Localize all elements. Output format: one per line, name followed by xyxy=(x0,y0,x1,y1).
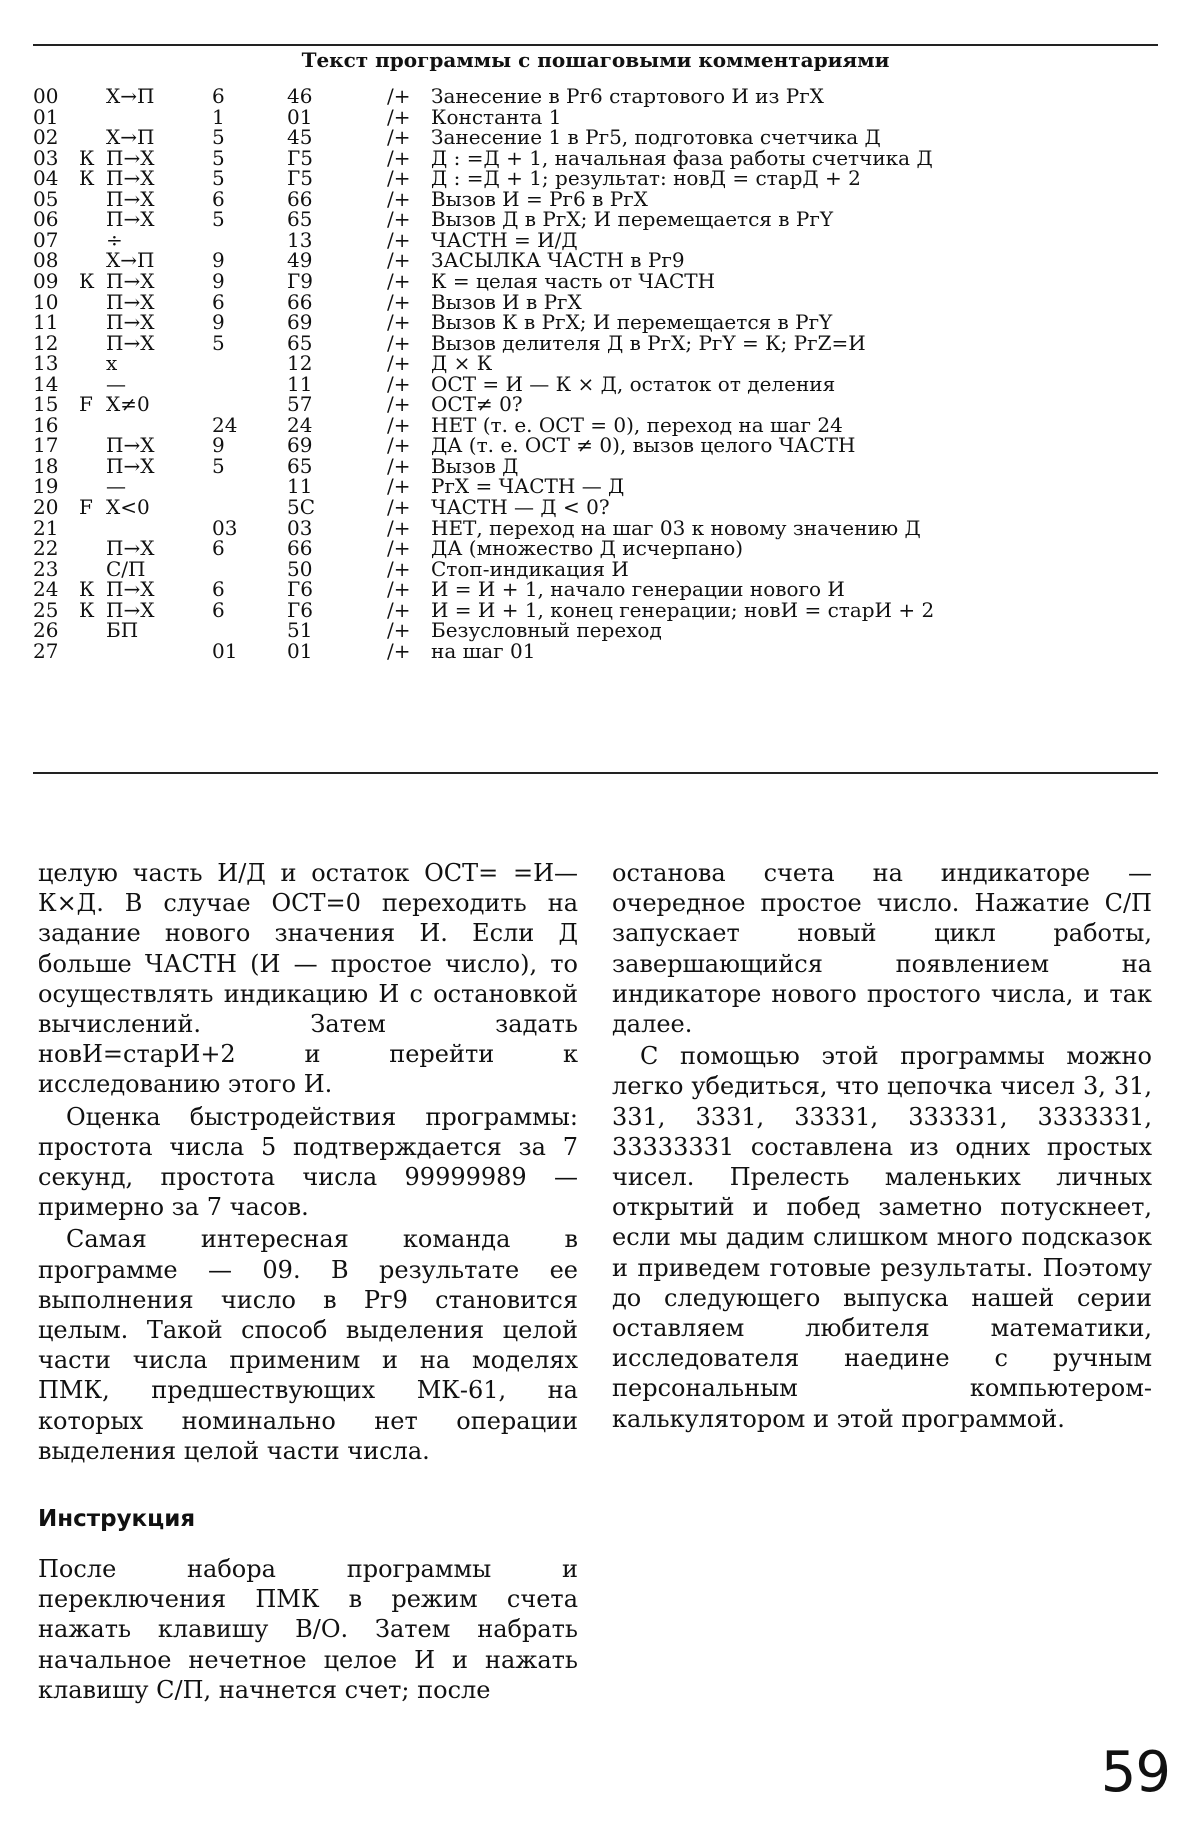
row-separator: /+ xyxy=(387,556,411,581)
table-bottom-rule xyxy=(33,772,1158,774)
row-opcode: Г6 xyxy=(287,597,313,622)
row-opcode: 51 xyxy=(287,618,313,643)
row-step-number: 16 xyxy=(33,412,59,437)
row-argument: 5 xyxy=(212,125,225,150)
row-step-number: 15 xyxy=(33,392,59,417)
row-opcode: 49 xyxy=(287,248,313,273)
row-step-number: 22 xyxy=(33,536,59,561)
left-text-column xyxy=(38,858,578,1466)
row-comment: на шаг 01 xyxy=(431,638,536,663)
row-step-number: 27 xyxy=(33,638,59,663)
row-comment: Д × К xyxy=(431,351,493,376)
row-separator: /+ xyxy=(387,351,411,376)
row-command: П→Х xyxy=(106,186,155,211)
row-argument: 6 xyxy=(212,577,225,602)
row-separator: /+ xyxy=(387,248,411,273)
row-comment: ОСТ≠ 0? xyxy=(431,392,523,417)
row-command: П→Х xyxy=(106,330,155,355)
row-comment: Вызов К в РгХ; И перемещается в РгY xyxy=(431,310,833,335)
row-opcode: 01 xyxy=(287,104,313,129)
row-command: — xyxy=(106,474,126,499)
row-opcode: 11 xyxy=(287,474,313,499)
row-step-number: 24 xyxy=(33,577,59,602)
row-separator: /+ xyxy=(387,433,411,458)
row-step-number: 19 xyxy=(33,474,59,499)
row-prefix: К xyxy=(79,597,95,622)
row-step-number: 26 xyxy=(33,618,59,643)
row-step-number: 05 xyxy=(33,186,59,211)
row-separator: /+ xyxy=(387,618,411,643)
row-separator: /+ xyxy=(387,125,411,150)
row-opcode: 46 xyxy=(287,84,313,108)
row-prefix: К xyxy=(79,577,95,602)
row-opcode: Г6 xyxy=(287,577,313,602)
row-step-number: 01 xyxy=(33,104,59,129)
row-separator: /+ xyxy=(387,577,411,602)
row-separator: /+ xyxy=(387,104,411,129)
row-separator: /+ xyxy=(387,371,411,396)
row-command: П→Х xyxy=(106,207,155,232)
row-comment: Занесение в Рг6 стартового И из РгХ xyxy=(431,84,824,108)
row-step-number: 13 xyxy=(33,351,59,376)
row-separator: /+ xyxy=(387,166,411,191)
row-opcode: 66 xyxy=(287,289,313,314)
row-command: С/П xyxy=(106,556,146,581)
table-top-rule xyxy=(33,44,1158,46)
row-command: П→Х xyxy=(106,433,155,458)
row-prefix: F xyxy=(79,392,93,417)
row-command: — xyxy=(106,371,126,396)
row-argument: 9 xyxy=(212,248,225,273)
row-opcode: 24 xyxy=(287,412,313,437)
row-step-number: 17 xyxy=(33,433,59,458)
row-prefix: К xyxy=(79,268,95,293)
row-opcode: 5С xyxy=(287,495,316,519)
row-step-number: 11 xyxy=(33,310,59,335)
row-comment: Д : =Д + 1, начальная фаза работы счетчика Д xyxy=(431,145,933,170)
row-separator: /+ xyxy=(387,474,411,499)
instruction-text-block xyxy=(38,1554,578,1705)
row-argument: 03 xyxy=(212,515,238,540)
row-argument: 6 xyxy=(212,186,225,211)
row-prefix: F xyxy=(79,495,93,519)
row-separator: /+ xyxy=(387,453,411,478)
row-opcode: 69 xyxy=(287,433,313,458)
row-argument: 5 xyxy=(212,166,225,191)
instruction-paragraph: После набора программы и переключения ПМК в режим счета нажать клавишу В/О. Затем набрать начальное нечетное целое И и нажать клавишу С/П, начнется счет; после xyxy=(38,1555,578,1704)
row-step-number: 06 xyxy=(33,207,59,232)
row-argument: 6 xyxy=(212,84,225,108)
row-comment: Вызов И в РгХ xyxy=(431,289,582,314)
left-paragraph-1: целую часть И/Д и остаток ОСТ= =И—К×Д. В случае ОСТ=0 переходить на задание нового значения И. Если Д больше ЧАСТН (И — простое число), то осуществлять индикацию И с остановкой вычислений. Затем задать новИ=старИ+2 и перейти к исследованию этого И. xyxy=(38,859,578,1099)
row-argument: 6 xyxy=(212,597,225,622)
row-step-number: 03 xyxy=(33,145,59,170)
row-separator: /+ xyxy=(387,227,411,252)
row-comment: И = И + 1, конец генерации; новИ = старИ + 2 xyxy=(431,597,935,622)
row-command: х xyxy=(106,351,118,376)
row-command: П→Х xyxy=(106,310,155,335)
row-comment: Вызов делителя Д в РгХ; РгY = К; РгZ=И xyxy=(431,330,866,355)
row-command: П→Х xyxy=(106,166,155,191)
left-paragraph-2: Оценка быстродействия программы: простота числа 5 подтверждается за 7 секунд, простота числа 99999989 — примерно за 7 часов. xyxy=(38,1102,578,1222)
row-argument: 24 xyxy=(212,412,238,437)
row-step-number: 00 xyxy=(33,84,59,108)
row-opcode: 13 xyxy=(287,227,313,252)
row-opcode: 65 xyxy=(287,330,313,355)
row-step-number: 08 xyxy=(33,248,59,273)
row-argument: 5 xyxy=(212,207,225,232)
row-argument: 9 xyxy=(212,433,225,458)
row-command: Х→П xyxy=(106,248,155,273)
row-separator: /+ xyxy=(387,330,411,355)
row-comment: НЕТ (т. е. ОСТ = 0), переход на шаг 24 xyxy=(431,412,843,437)
row-step-number: 10 xyxy=(33,289,59,314)
row-comment: ДА (множество Д исчерпано) xyxy=(431,536,744,561)
right-paragraph-1: останова счета на индикаторе — очередное простое число. Нажатие С/П запускает новый цикл работы, завершающийся появлением на индикаторе нового простого числа, и так далее. xyxy=(612,859,1152,1039)
row-separator: /+ xyxy=(387,84,411,108)
row-separator: /+ xyxy=(387,412,411,437)
row-argument: 5 xyxy=(212,330,225,355)
row-comment: ЗАСЫЛКА ЧАСТН в Рг9 xyxy=(431,248,685,273)
row-comment: Стоп-индикация И xyxy=(431,556,629,581)
row-comment: ОСТ = И — К × Д, остаток от деления xyxy=(431,371,836,396)
row-opcode: 11 xyxy=(287,371,313,396)
row-opcode: 12 xyxy=(287,351,313,376)
row-step-number: 07 xyxy=(33,227,59,252)
row-separator: /+ xyxy=(387,145,411,170)
right-paragraph-2: С помощью этой программы можно легко убедиться, что цепочка чисел 3, 31, 331, 3331, 33331, 333331, 3333331, 33333331 составлена из одних простых чисел. Прелесть маленьких личных открытий и побед заметно потускнеет, если мы дадим слишком много подсказок и приведем готовые результаты. Поэтому до следующего выпуска нашей серии оставляем любителя математики, исследователя наедине с ручным персональным компьютером-калькулятором и этой программой. xyxy=(612,1042,1152,1433)
row-opcode: 66 xyxy=(287,536,313,561)
row-argument: 6 xyxy=(212,536,225,561)
row-opcode: 03 xyxy=(287,515,313,540)
row-separator: /+ xyxy=(387,310,411,335)
row-step-number: 23 xyxy=(33,556,59,581)
row-comment: Вызов Д xyxy=(431,453,519,478)
row-comment: ЧАСТН = И/Д xyxy=(431,227,578,252)
program-table-title: Текст программы с пошаговыми комментариями xyxy=(301,48,890,72)
row-prefix: К xyxy=(79,145,95,170)
left-paragraph-3: Самая интересная команда в программе — 09. В результате ее выполнения число в Рг9 становится целым. Такой способ выделения целой части числа применим и на моделях ПМК, предшествующих МК-61, на которых номинально нет операции выделения целой части числа. xyxy=(38,1225,578,1465)
row-step-number: 18 xyxy=(33,453,59,478)
row-step-number: 21 xyxy=(33,515,59,540)
row-comment: НЕТ, переход на шаг 03 к новому значению Д xyxy=(431,515,921,540)
row-comment: ЧАСТН — Д < 0? xyxy=(431,495,610,519)
row-opcode: 69 xyxy=(287,310,313,335)
row-argument: 9 xyxy=(212,268,225,293)
row-separator: /+ xyxy=(387,207,411,232)
row-opcode: Г5 xyxy=(287,166,313,191)
row-command: П→Х xyxy=(106,577,155,602)
row-step-number: 02 xyxy=(33,125,59,150)
row-separator: /+ xyxy=(387,638,411,663)
row-separator: /+ xyxy=(387,597,411,622)
row-command: Х→П xyxy=(106,84,155,108)
row-argument: 5 xyxy=(212,453,225,478)
row-command: П→Х xyxy=(106,268,155,293)
row-opcode: 45 xyxy=(287,125,313,150)
row-argument: 9 xyxy=(212,310,225,335)
row-step-number: 20 xyxy=(33,495,59,519)
row-command: Х→П xyxy=(106,125,155,150)
row-command: П→Х xyxy=(106,145,155,170)
row-comment: РгХ = ЧАСТН — Д xyxy=(431,474,625,499)
instruction-heading: Инструкция xyxy=(38,1506,196,1532)
row-command: П→Х xyxy=(106,597,155,622)
row-command: ÷ xyxy=(106,227,123,252)
row-step-number: 25 xyxy=(33,597,59,622)
row-comment: Вызов И = Рг6 в РгХ xyxy=(431,186,648,211)
row-comment: И = И + 1, начало генерации нового И xyxy=(431,577,845,602)
row-comment: Вызов Д в РгХ; И перемещается в РгY xyxy=(431,207,834,232)
row-separator: /+ xyxy=(387,186,411,211)
row-opcode: Г9 xyxy=(287,268,313,293)
row-comment: Константа 1 xyxy=(431,104,562,129)
row-opcode: 01 xyxy=(287,638,313,663)
row-argument: 5 xyxy=(212,145,225,170)
row-argument: 6 xyxy=(212,289,225,314)
row-separator: /+ xyxy=(387,515,411,540)
row-step-number: 14 xyxy=(33,371,59,396)
row-argument: 1 xyxy=(212,104,225,129)
row-step-number: 04 xyxy=(33,166,59,191)
row-comment: ДА (т. е. ОСТ ≠ 0), вызов целого ЧАСТН xyxy=(431,433,856,458)
row-command: Х<0 xyxy=(106,495,150,519)
row-opcode: Г5 xyxy=(287,145,313,170)
row-comment: Занесение 1 в Рг5, подготовка счетчика Д xyxy=(431,125,881,150)
row-command: П→Х xyxy=(106,536,155,561)
row-comment: Д : =Д + 1; результат: новД = старД + 2 xyxy=(431,166,861,191)
row-separator: /+ xyxy=(387,392,411,417)
right-text-column xyxy=(612,858,1152,1434)
row-comment: Безусловный переход xyxy=(431,618,662,643)
row-opcode: 50 xyxy=(287,556,313,581)
row-comment: К = целая часть от ЧАСТН xyxy=(431,268,716,293)
row-opcode: 65 xyxy=(287,453,313,478)
row-separator: /+ xyxy=(387,536,411,561)
row-command: П→Х xyxy=(106,453,155,478)
row-opcode: 57 xyxy=(287,392,313,417)
row-command: Х≠0 xyxy=(106,392,150,417)
row-separator: /+ xyxy=(387,495,411,519)
row-separator: /+ xyxy=(387,289,411,314)
row-step-number: 09 xyxy=(33,268,59,293)
row-step-number: 12 xyxy=(33,330,59,355)
row-command: БП xyxy=(106,618,139,643)
row-argument: 01 xyxy=(212,638,238,663)
page-number: 59 xyxy=(1100,1740,1170,1805)
row-opcode: 66 xyxy=(287,186,313,211)
row-separator: /+ xyxy=(387,268,411,293)
row-opcode: 65 xyxy=(287,207,313,232)
row-command: П→Х xyxy=(106,289,155,314)
row-prefix: К xyxy=(79,166,95,191)
